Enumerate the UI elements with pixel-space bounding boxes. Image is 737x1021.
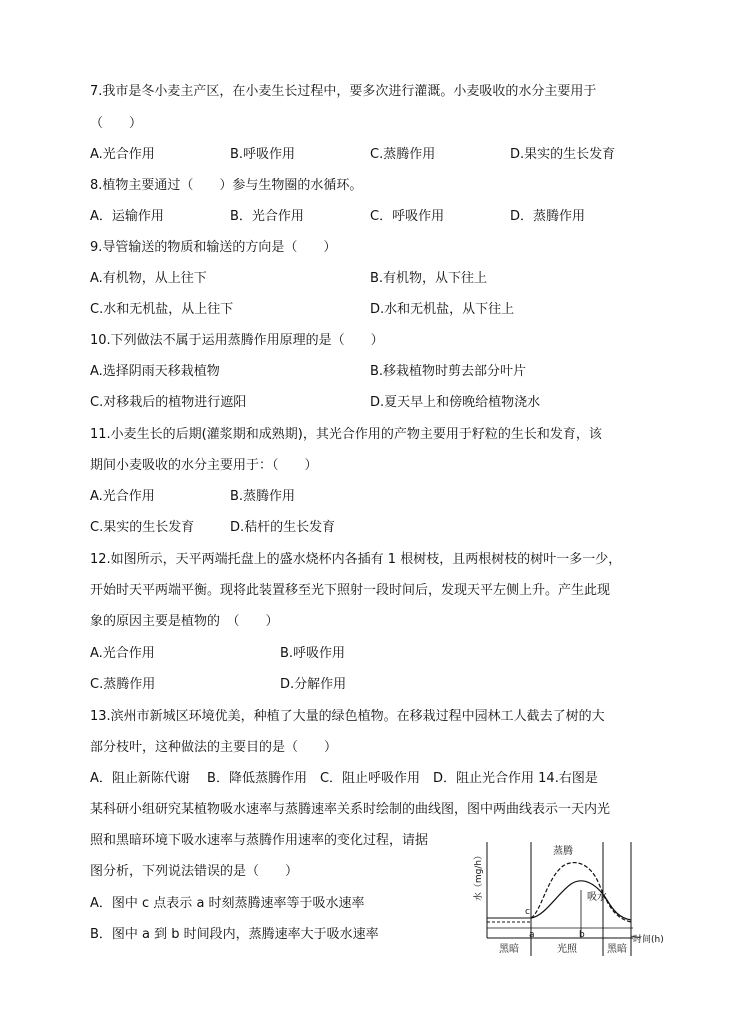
q11-stem-line2: 期间小麦吸收的水分主要用于：（ ） bbox=[90, 458, 318, 473]
transpiration-absorption-figure bbox=[463, 838, 668, 958]
transpiration-label: 蒸腾 bbox=[553, 846, 573, 857]
q7-option-a: A.光合作用 bbox=[90, 147, 155, 162]
q7-option-c: C.蒸腾作用 bbox=[370, 147, 436, 162]
q12-option-a: A.光合作用 bbox=[90, 646, 155, 661]
x-axis-label: 时间(h) bbox=[633, 935, 664, 945]
q13-stem-line2: 部分枝叶，这种做法的主要目的是（ ） bbox=[90, 740, 338, 755]
zone-light: 光照 bbox=[557, 944, 577, 955]
q7-option-d: D.果实的生长发育 bbox=[510, 147, 616, 162]
q9-option-a: A.有机物，从上往下 bbox=[90, 271, 207, 286]
q14-stem-line1: 某科研小组研究某植物吸水速率与蒸腾速率关系时绘制的曲线图，图中两曲线表示一天内光 bbox=[90, 802, 611, 817]
q10-option-d: D.夏天早上和傍晚给植物浇水 bbox=[370, 395, 541, 410]
q11-option-b: B.蒸腾作用 bbox=[230, 489, 296, 504]
point-c-label: c bbox=[525, 907, 530, 917]
q10-option-b: B.移栽植物时剪去部分叶片 bbox=[370, 364, 527, 379]
q12-stem-line3: 象的原因主要是植物的 （ ） bbox=[90, 614, 279, 629]
q12-option-d: D.分解作用 bbox=[280, 677, 347, 692]
q14-option-b: B．图中 a 到 b 时间段内，蒸腾速率大于吸水速率 bbox=[90, 927, 379, 942]
q9-option-c: C.水和无机盐，从上往下 bbox=[90, 302, 234, 317]
q8-stem: 8.植物主要通过（ ）参与生物圈的水循环。 bbox=[90, 178, 363, 193]
q7-blank: （ ） bbox=[90, 116, 143, 131]
zone-dark-right: 黑暗 bbox=[607, 944, 627, 955]
q7-option-b: B.呼吸作用 bbox=[230, 147, 296, 162]
tick-a-label: a bbox=[529, 930, 535, 940]
q13-stem-line1: 13.滨州市新城区环境优美，种植了大量的绿色植物。在移栽过程中园林工人截去了树的大 bbox=[90, 709, 605, 724]
tick-b-label: b bbox=[579, 930, 585, 940]
q14-stem-line2: 照和黑暗环境下吸水速率与蒸腾作用速率的变化过程，请据 bbox=[90, 833, 429, 848]
q10-option-a: A.选择阴雨天移栽植物 bbox=[90, 364, 220, 379]
q10-stem: 10.下列做法不属于运用蒸腾作用原理的是（ ） bbox=[90, 333, 384, 348]
q11-option-a: A.光合作用 bbox=[90, 489, 155, 504]
q12-option-c: C.蒸腾作用 bbox=[90, 677, 156, 692]
q14-stem-line3: 图分析，下列说法错误的是（ ） bbox=[90, 864, 299, 879]
q10-option-c: C.对移栽后的植物进行遮阳 bbox=[90, 395, 247, 410]
y-axis-label: 水（mg/h） bbox=[474, 850, 484, 902]
q14-option-a: A．图中 c 点表示 a 时刻蒸腾速率等于吸水速率 bbox=[90, 896, 365, 911]
q12-stem-line2: 开始时天平两端平衡。现将此装置移至光下照射一段时间后，发现天平左侧上升。产生此现 bbox=[90, 583, 611, 598]
q7-stem: 7.我市是冬小麦主产区，在小麦生长过程中，要多次进行灌溉。小麦吸收的水分主要用于 bbox=[90, 84, 597, 99]
zone-dark-left: 黑暗 bbox=[499, 944, 519, 955]
q11-option-d: D.秸杆的生长发育 bbox=[230, 520, 336, 535]
q8-option-a: A．运输作用 bbox=[90, 209, 164, 224]
q12-option-b: B.呼吸作用 bbox=[280, 646, 346, 661]
q9-stem: 9.导管输送的物质和输送的方向是（ ） bbox=[90, 240, 337, 255]
q8-option-d: D．蒸腾作用 bbox=[510, 209, 586, 224]
q13-options-line: A．阻止新陈代谢 B．降低蒸腾作用 C．阻止呼吸作用 D．阻止光合作用 14.右图是 bbox=[90, 771, 598, 786]
q9-option-d: D.水和无机盐，从下往上 bbox=[370, 302, 515, 317]
q9-option-b: B.有机物，从下往上 bbox=[370, 271, 488, 286]
q12-stem-line1: 12.如图所示，天平两端托盘上的盛水烧杯内各插有 1 根树枝，且两根树枝的树叶一多一少， bbox=[90, 552, 622, 567]
absorption-label: 吸水 bbox=[587, 892, 607, 903]
q11-stem-line1: 11.小麦生长的后期(灌浆期和成熟期)，其光合作用的产物主要用于籽粒的生长和发育，该 bbox=[90, 427, 602, 442]
q8-option-b: B．光合作用 bbox=[230, 209, 304, 224]
q8-option-c: C．呼吸作用 bbox=[370, 209, 445, 224]
q11-option-c: C.果实的生长发育 bbox=[90, 520, 195, 535]
